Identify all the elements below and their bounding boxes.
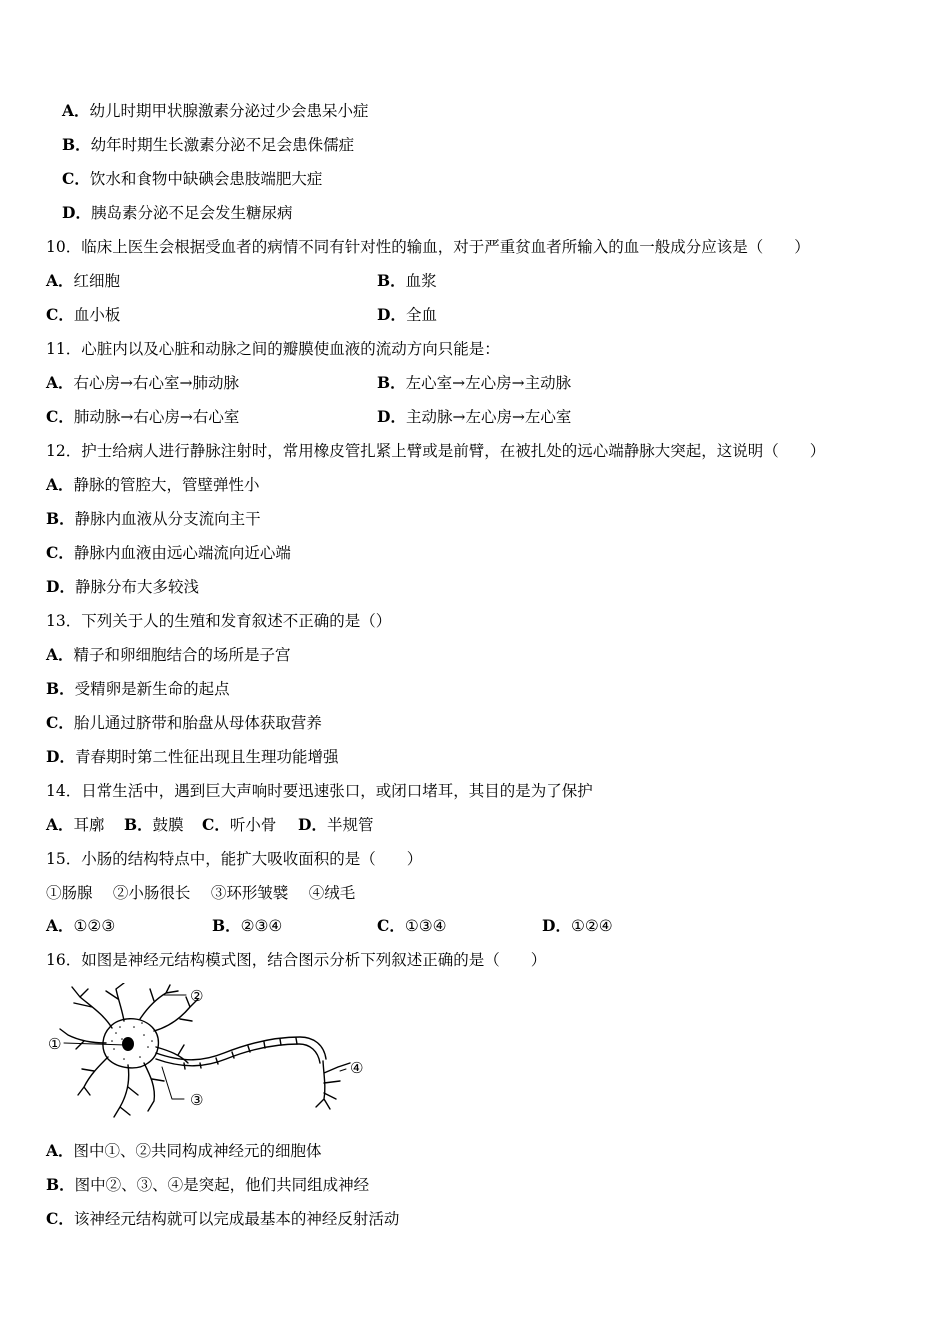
q14-option-b: B．鼓膜 (124, 815, 184, 834)
q15-option-b: B．②③④ (212, 916, 283, 935)
q14-stem: 14．日常生活中，遇到巨大声响时要迅速张口，或闭口堵耳，其目的是为了保护 (46, 782, 593, 800)
q15-stem: 15．小肠的结构特点中，能扩大吸收面积的是（ ） (46, 850, 423, 868)
q11-option-b: B．左心室→左心房→主动脉 (377, 373, 572, 392)
label-4: ④ (350, 1059, 364, 1077)
q9-option-d: D．胰岛素分泌不足会发生糖尿病 (62, 203, 293, 222)
label-4-leader (340, 1069, 346, 1071)
q15-option-c: C．①③④ (377, 916, 447, 935)
q9-option-a: A．幼儿时期甲状腺激素分泌过少会患呆小症 (62, 101, 369, 120)
q12-option-a: A．静脉的管腔大，管壁弹性小 (46, 475, 260, 494)
q10-option-d: D．全血 (377, 305, 437, 324)
q10-stem: 10．临床上医生会根据受血者的病情不同有针对性的输血，对于严重贫血者所输入的血一般成分应该是（ ） (46, 238, 810, 256)
q13-option-a: A．精子和卵细胞结合的场所是子宫 (46, 645, 291, 664)
q15-option-a: A．①②③ (46, 916, 116, 935)
q12-option-c: C．静脉内血液由远心端流向近心端 (46, 543, 291, 562)
q14-option-c: C．听小骨 (202, 815, 277, 834)
q11-stem: 11．心脏内以及心脏和动脉之间的瓣膜使血液的流动方向只能是： (46, 340, 500, 358)
q11-option-c: C．肺动脉→右心房→右心室 (46, 407, 240, 426)
q10-option-b: B．血浆 (377, 271, 437, 290)
q13-option-b: B．受精卵是新生命的起点 (46, 679, 230, 698)
q11-option-a: A．右心房→右心室→肺动脉 (46, 373, 240, 392)
label-2: ② (190, 987, 204, 1005)
label-1: ① (48, 1035, 62, 1053)
q10-option-c: C．血小板 (46, 305, 121, 324)
q16-option-c: C．该神经元结构就可以完成最基本的神经反射活动 (46, 1209, 400, 1228)
q15-items: ①肠腺 ②小肠很长 ③环形皱襞 ④绒毛 (46, 884, 356, 902)
q11-option-d: D．主动脉→左心房→左心室 (377, 407, 572, 426)
q16-option-b: B．图中②、③、④是突起，他们共同组成神经 (46, 1175, 370, 1194)
q14-option-d: D．半规管 (298, 815, 374, 834)
q13-option-d: D．青春期时第二性征出现且生理功能增强 (46, 747, 339, 766)
neuron-axon-terminals (316, 1061, 350, 1109)
label-3: ③ (190, 1091, 204, 1109)
q9-option-b: B．幼年时期生长激素分泌不足会患侏儒症 (62, 135, 355, 154)
q10-option-a: A．红细胞 (46, 271, 121, 290)
q15-option-d: D．①②④ (542, 916, 613, 935)
neuron-diagram (44, 983, 374, 1128)
q16-option-a: A．图中①、②共同构成神经元的细胞体 (46, 1141, 322, 1160)
q13-option-c: C．胎儿通过脐带和胎盘从母体获取营养 (46, 713, 322, 732)
q12-option-b: B．静脉内血液从分支流向主干 (46, 509, 261, 528)
neuron-nucleus (122, 1037, 134, 1051)
q12-stem: 12．护士给病人进行静脉注射时，常用橡皮管扎紧上臂或是前臂，在被扎处的远心端静脉大突起，这说明（ ） (46, 442, 826, 460)
q12-option-d: D．静脉分布大多较浅 (46, 577, 199, 596)
q14-option-a: A．耳廓 (46, 815, 105, 834)
label-1-leader (64, 1043, 126, 1045)
q16-stem: 16．如图是神经元结构模式图，结合图示分析下列叙述正确的是（ ） (46, 951, 547, 969)
label-3-leader (162, 1067, 184, 1099)
q9-option-c: C．饮水和食物中缺碘会患肢端肥大症 (62, 169, 323, 188)
q13-stem: 13．下列关于人的生殖和发育叙述不正确的是（） (46, 612, 392, 630)
neuron-axon (156, 1037, 326, 1069)
